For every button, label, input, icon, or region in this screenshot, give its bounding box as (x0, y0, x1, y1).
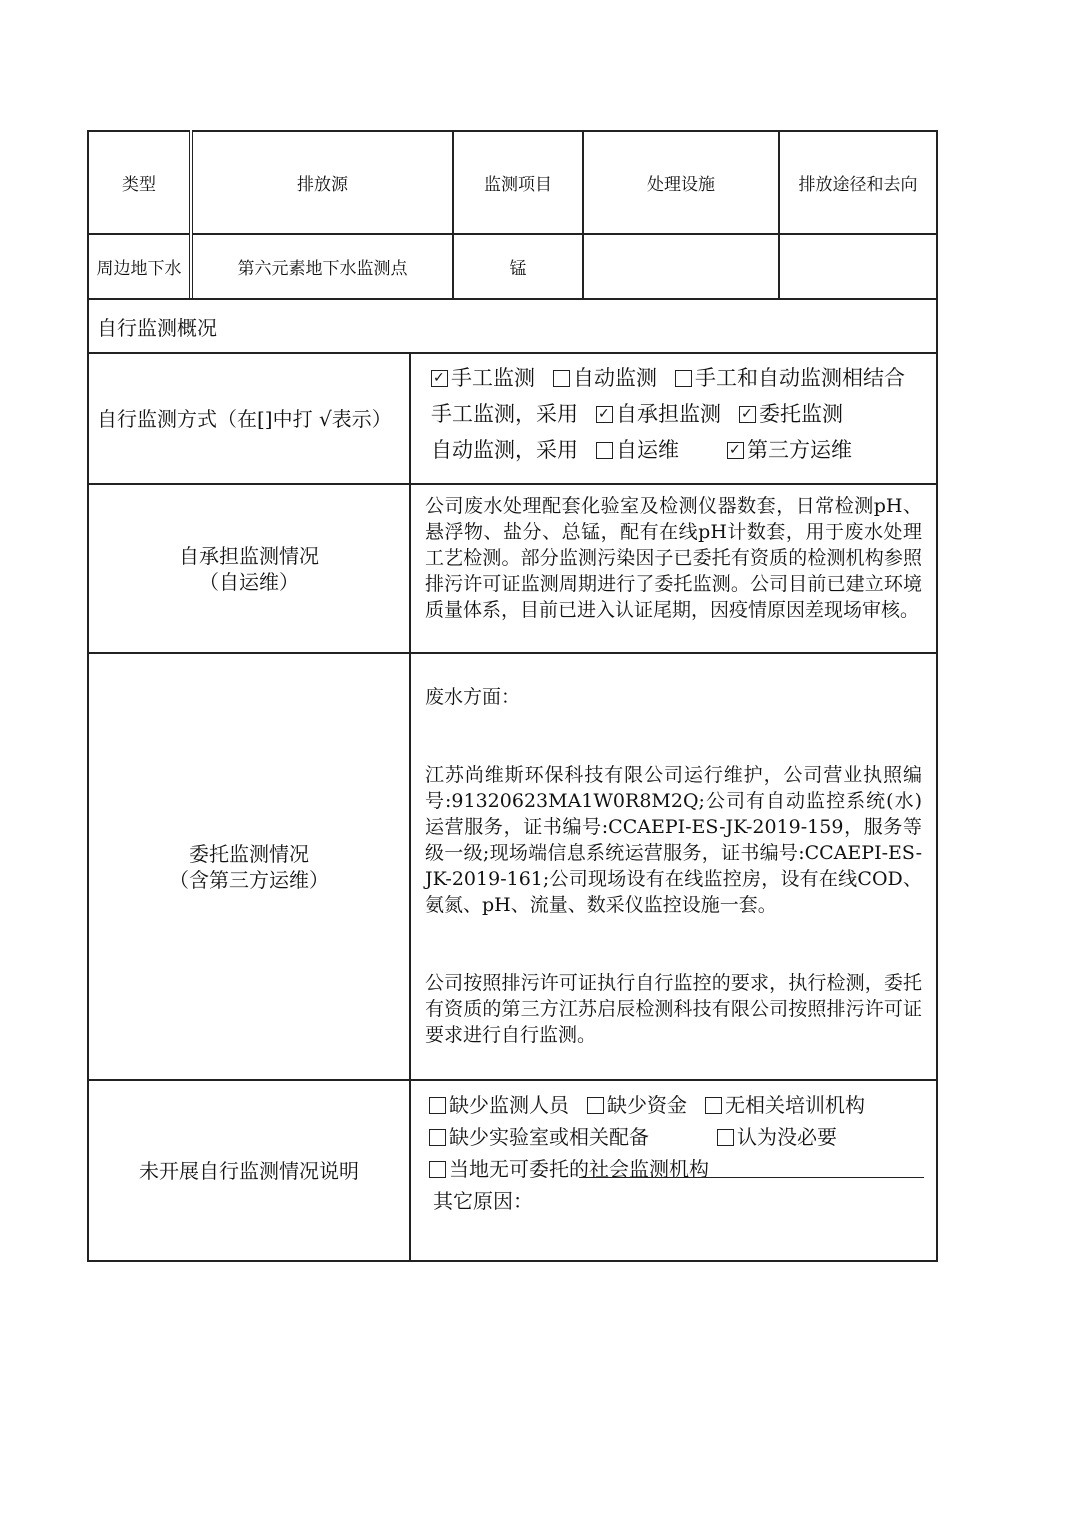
checkbox-third-party[interactable] (727, 442, 744, 459)
reason-unnecessary: 认为没必要 (737, 1125, 837, 1149)
not-done-label: 未开展自行监测情况说明 (88, 1080, 410, 1261)
row-item: 锰 (453, 234, 583, 299)
other-underline (579, 1177, 924, 1178)
self-monitor-label-2: （自运维） (199, 569, 299, 594)
row-facility (583, 234, 779, 299)
entrust-monitor-text (410, 653, 937, 1080)
reason-line-3 (429, 1153, 918, 1185)
entrust-para-3: 公司按照排污许可证执行自行监控的要求，执行检测，委托有资质的第三方江苏启辰检测科技有限公司按照排污许可证要求进行自行监测。 (425, 972, 922, 1046)
checkbox-self-maintain[interactable] (596, 442, 613, 459)
reason-no-staff: 缺少监测人员 (449, 1093, 569, 1117)
method-options (410, 353, 937, 484)
checkbox-no-training[interactable] (705, 1097, 722, 1114)
reason-no-training: 无相关培训机构 (725, 1093, 865, 1117)
self-monitor-label (88, 484, 410, 653)
reason-other (429, 1185, 918, 1217)
entrust-monitor-label-1: 委托监测情况 (189, 841, 309, 866)
header-facility: 处理设施 (583, 131, 779, 234)
self-maintain-label: 自运维 (616, 438, 679, 462)
reason-line-2 (429, 1121, 918, 1153)
self-monitor-label-1: 自承担监测情况 (179, 543, 319, 568)
reason-other-label[interactable]: 其它原因： (433, 1189, 533, 1213)
header-item: 监测项目 (453, 131, 583, 234)
row-route (779, 234, 937, 299)
self-monitoring-table (87, 298, 938, 1262)
manual-prefix: 手工监测，采用 (431, 402, 578, 426)
checkbox-no-funds[interactable] (587, 1097, 604, 1114)
self-undertake-label: 自承担监测 (616, 402, 721, 426)
entrust-label: 委托监测 (759, 402, 843, 426)
entrust-para-1: 废水方面： (425, 686, 521, 708)
row-type: 周边地下水 (88, 234, 191, 299)
manual-label: 手工监测 (451, 366, 535, 390)
checkbox-unnecessary[interactable] (717, 1129, 734, 1146)
header-type: 类型 (88, 131, 191, 234)
entrust-monitor-label (88, 653, 410, 1080)
method-label: 自行监测方式（在[]中打 √表示） (88, 353, 410, 484)
overview-title: 自行监测概况 (88, 299, 937, 353)
combined-label: 手工和自动监测相结合 (695, 366, 905, 390)
reason-no-funds: 缺少资金 (607, 1093, 687, 1117)
pollutant-table (87, 130, 938, 300)
header-route: 排放途径和去向 (779, 131, 937, 234)
checkbox-entrust[interactable] (739, 406, 756, 423)
self-monitor-text: 公司废水处理配套化验室及检测仪器数套，日常检测pH、悬浮物、盐分、总锰，配有在线pH计数套，用于废水处理工艺检测。部分监测污染因子已委托有资质的检测机构参照排污许可证监测周期进行了委托监测。公司目前已建立环境质量体系，目前已进入认证尾期，因疫情原因差现场审核。 (410, 484, 937, 653)
checkbox-auto[interactable] (553, 370, 570, 387)
reason-line-1 (429, 1089, 918, 1121)
method-line-2 (431, 396, 916, 432)
reason-no-agency: 当地无可委托的社会监测机构 (449, 1157, 709, 1181)
row-source: 第六元素地下水监测点 (191, 234, 453, 299)
entrust-monitor-label-2: （含第三方运维） (169, 867, 329, 892)
checkbox-combined[interactable] (675, 370, 692, 387)
reason-no-lab: 缺少实验室或相关配备 (449, 1125, 649, 1149)
checkbox-self-undertake[interactable] (596, 406, 613, 423)
third-party-label: 第三方运维 (747, 438, 852, 462)
auto-label: 自动监测 (573, 366, 657, 390)
checkbox-manual[interactable] (431, 370, 448, 387)
checkbox-no-lab[interactable] (429, 1129, 446, 1146)
not-done-reasons (410, 1080, 937, 1261)
method-line-1 (431, 360, 916, 396)
checkbox-no-staff[interactable] (429, 1097, 446, 1114)
header-source: 排放源 (191, 131, 453, 234)
method-line-3 (431, 432, 916, 468)
auto-prefix: 自动监测，采用 (431, 438, 578, 462)
checkbox-no-agency[interactable] (429, 1161, 446, 1178)
entrust-para-2: 江苏尚维斯环保科技有限公司运行维护，公司营业执照编号:91320623MA1W0R8M2Q;公司有自动监控系统(水)运营服务，证书编号:CCAEPI-ES-JK-2019-159，服务等级一级;现场端信息系统运营服务，证书编号:CCAEPI-ES-JK-2019-161;公司现场设有在线监控房，设有在线COD、氨氮、pH、流量、数采仪监控设施一套。 (425, 764, 922, 916)
